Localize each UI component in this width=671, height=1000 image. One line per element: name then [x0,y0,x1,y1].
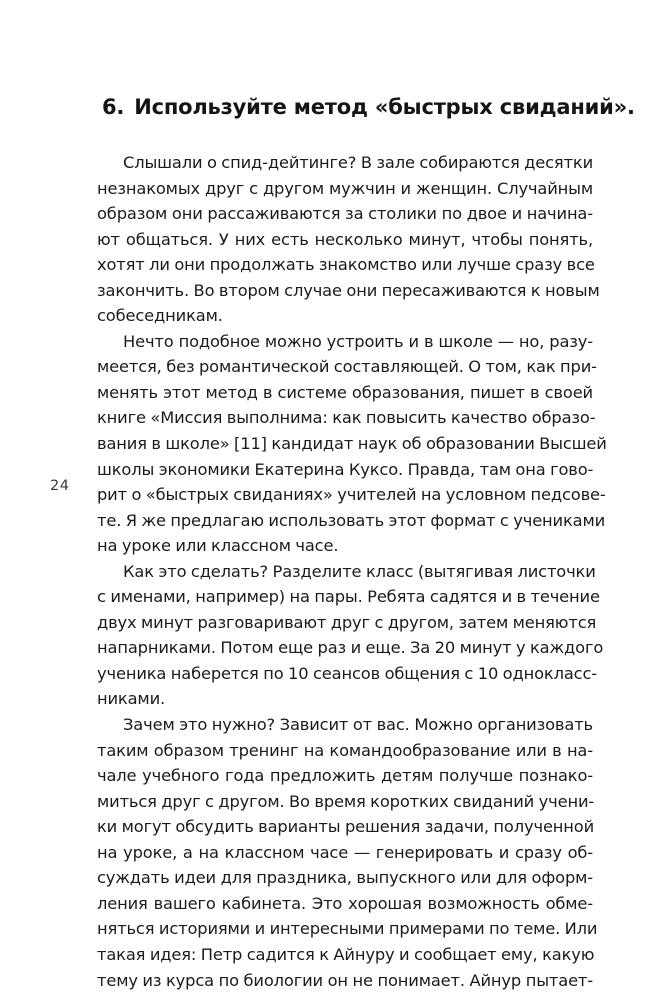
text-line: Как это сделать? Разделите класс (вытягивая листочки [123,561,596,581]
text-line: незнакомых друг с другом мужчин и женщин. Случайным [97,178,593,198]
text-line: двух минут разговаривают друг с другом, затем меняются [97,612,597,632]
text-line: ления вашего кабинета. Это хорошая возможность обме- [97,893,593,913]
text-line: рит о «быстрых свиданиях» учителей на условном педсове- [97,485,606,505]
text-line: закончить. Во втором случае они пересаживаются к новым [97,280,600,300]
text-line: ки могут обсудить варианты решения задачи, полученной [97,817,595,837]
text-line: ученика наберется по 10 сеансов общения с 10 однокласс- [97,663,598,683]
text-line: вания в школе» [11] кандидат наук об образовании Высшей [97,434,607,454]
text-line: таким образом тренинг на командообразование или в на- [97,740,593,760]
text-line: меется, без романтической составляющей. О том, как при- [97,357,597,377]
text-line: ют общаться. У них есть несколько минут, чтобы понять, [97,229,593,249]
text-line: никами. [97,689,166,709]
body-text [97,150,607,993]
text-line: Слышали о спид-дейтинге? В зале собираются десятки [123,153,594,172]
section-number: 6. [102,95,125,119]
text-line: книге «Миссия выполнима: как повысить качество образо- [97,408,596,428]
text-line: миться друг с другом. Во время коротких свиданий учени- [97,791,595,811]
text-line: напарниками. Потом еще раз и еще. За 20 минут у каждого [97,638,604,658]
page-number: 24 [50,478,70,494]
text-line: менять этот метод в системе образования, пишет в своей [97,382,593,402]
text-line: образом они рассаживаются за столики по двое и начина- [97,204,593,224]
section-title: Используйте метод «быстрых свиданий». [134,95,635,119]
text-line: такая идея: Петр садится к Айнуру и сообщает ему, какую [97,944,595,964]
text-line: суждать идеи для праздника, выпускного или для оформ- [97,868,593,888]
text-line: Зачем это нужно? Зависит от вас. Можно организовать [123,715,593,735]
text-line: с именами, например) на пары. Ребята садятся и в течение [97,587,600,607]
text-line: школы экономики Екатерина Куксо. Правда, там она гово- [97,459,594,479]
text-line: собеседникам. [97,306,223,326]
text-line: няться историями и интересными примерами по теме. Или [97,919,598,939]
text-line: те. Я же предлагаю использовать этот формат с учениками [97,510,606,530]
text-line: чале учебного года предложить детям получше познако- [97,766,593,786]
text-line: на уроке, а на классном часе — генерировать и сразу об- [97,842,593,862]
text-line: тему из курса по биологии он не понимает. Айнур пытает- [97,970,593,990]
text-line: на уроке или классном часе. [97,536,339,556]
text-line: Нечто подобное можно устроить и в школе — но, разу- [123,331,593,351]
section-heading [102,95,635,119]
text-line: хотят ли они продолжать знакомство или лучше сразу все [97,255,595,275]
